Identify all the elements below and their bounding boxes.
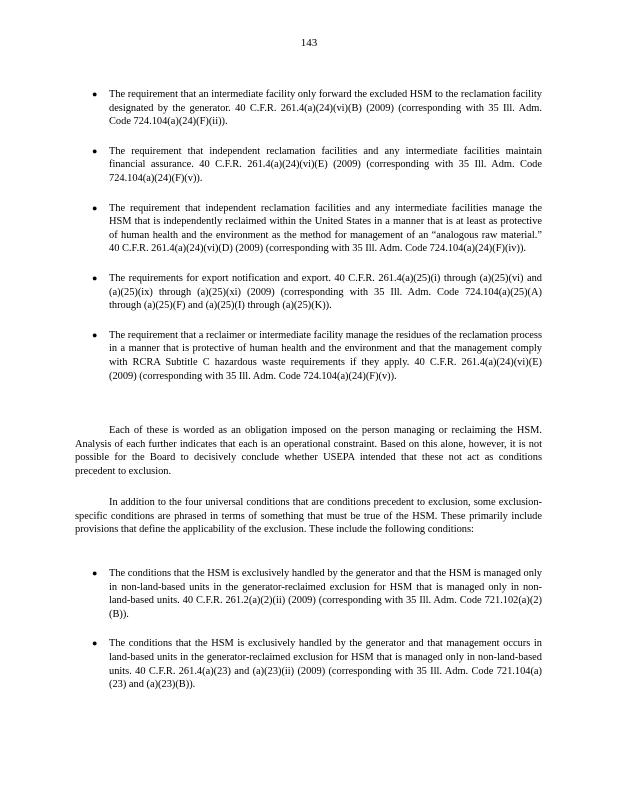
body-paragraph: In addition to the four universal conditions that are conditions precedent to exclusion, some exclusion-specific conditions are phrased in terms of something that must be true of the HSM. These primarily include provisions that define the applicability of the exclusion. These include the following conditions: [75,497,542,536]
page-number: 143 [300,37,318,49]
list-item: ● The requirement that an intermediate facility only forward the excluded HSM to the reclamation facility designated by the generator. 40 C.F.R. 261.4(a)(24)(vi)(B) (2009) (corresponding with 35 Ill. Adm. Code 724.104(a)(24)(F)(ii)). [90,88,542,129]
list-item: ● The conditions that the HSM is exclusively handled by the generator and that the HSM is managed only in non-land-based units in the generator-reclaimed exclusion for HSM that is managed only in non-land-based units. 40 C.F.R. 261.2(a)(2)(ii) (2009) (corresponding with 35 Ill. Adm. Code 721.102(a)(2)(B)). [90,567,542,621]
list-item: ● The requirements for export notification and export. 40 C.F.R. 261.4(a)(25)(i) through (a)(25)(vi) and (a)(25)(ix) through (a)(25)(xi) (2009) (corresponding with 35 Ill. Adm. Code 724.104(a)(25)(A) through (a)(25)(F) and (a)(25)(I) through (a)(25)(K)). [90,272,542,313]
requirements-list [90,88,542,399]
conditions-list [90,567,542,708]
list-item: ● The requirement that a reclaimer or intermediate facility manage the residues of the reclamation process in a manner that is protective of human health and the environment and that the management comply with RCRA Subtitle C hazardous waste requirements if they apply. 40 C.F.R. 261.4(a)(24)(vi)(E) (2009) (corresponding with 35 Ill. Adm. Code 724.104(a)(24)(F)(v)). [90,329,542,383]
list-item: ● The conditions that the HSM is exclusively handled by the generator and that management occurs in land-based units in the generator-reclaimed exclusion for HSM that is managed only in non-land-based units. 40 C.F.R. 261.4(a)(23) and (a)(23)(ii) (2009) (corresponding with 35 Ill. Adm. Code 721.104(a)(23) and (a)(23)(B)). [90,637,542,691]
list-item: ● The requirement that independent reclamation facilities and any intermediate facilities maintain financial assurance. 40 C.F.R. 261.4(a)(24)(vi)(E) (2009) (corresponding with 35 Ill. Adm. Code 724.104(a)(24)(F)(v)). [90,145,542,186]
list-item: ● The requirement that independent reclamation facilities and any intermediate facilities manage the HSM that is independently reclaimed within the United States in a manner that is at least as protective of human health and the environment as the method for management of an “analogous raw material.” 40 C.F.R. 261.4(a)(24)(vi)(D) (2009) (corresponding with 35 Ill. Adm. Code 724.104(a)(24)(F)(iv)). [90,202,542,256]
body-paragraph: Each of these is worded as an obligation imposed on the person managing or reclaiming the HSM. Analysis of each further indicates that each is an operational constraint. Based on this alone, however, it is not possible for the Board to decisively conclude whether USEPA intended that these not act as conditions precedent to exclusion. [75,425,542,477]
